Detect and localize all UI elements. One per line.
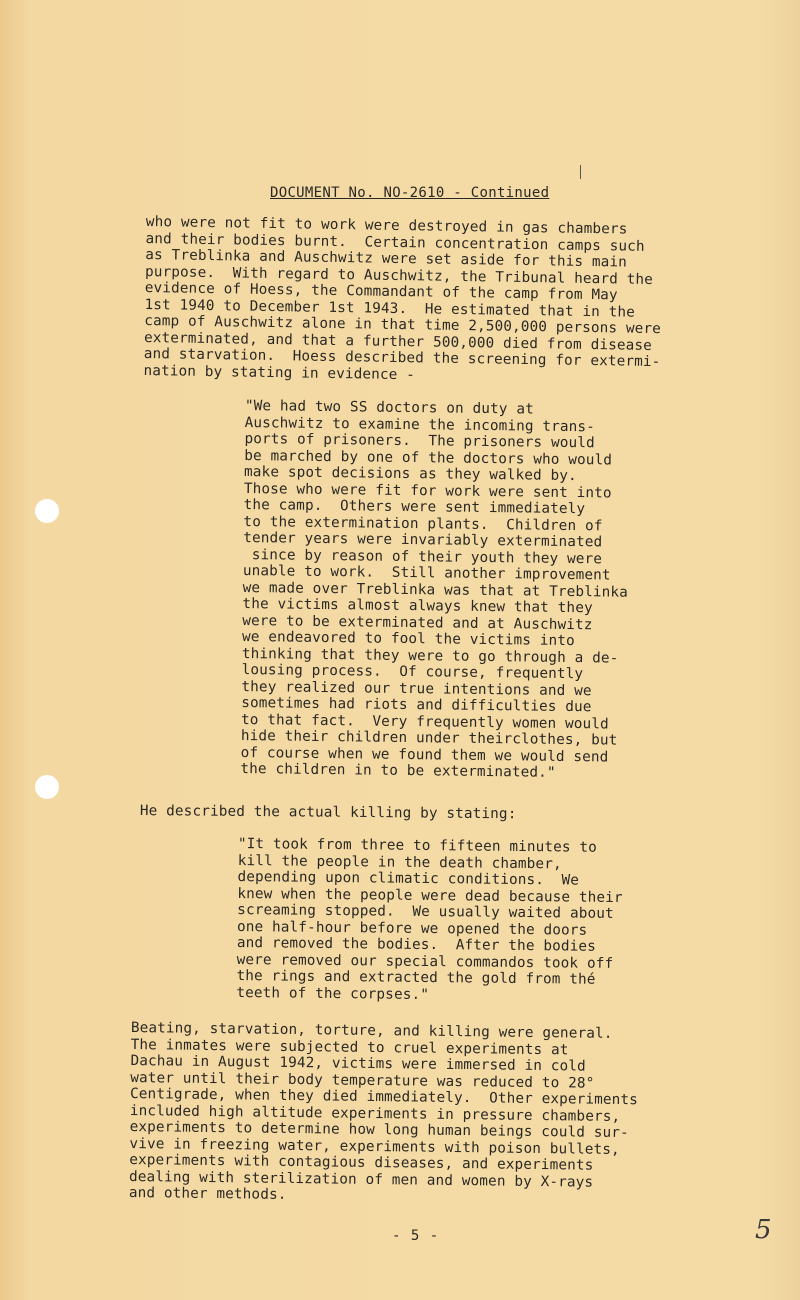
handwritten-page-mark: 5: [755, 1215, 772, 1245]
page-number: - 5 -: [392, 1228, 440, 1244]
paragraph-opening: who were not fit to work were destroyed in gas chambers and their bodies burnt. Certain concentration camps such as Treblinka and Auschwitz were set aside for this main purpose. With regard to Auschwitz, the Tribunal heard the evidence of Hoess, the Commandant of the camp from May 1st 1940 to December 1st 1943. He estimated that in the camp of Auschwitz alone in that time 2,500,000 persons were exterminated, and that a further 500,000 died from disease and starvation. Hoess described the screening for extermi- nation by stating in evidence -: [143, 214, 662, 383]
punch-hole-upper: [35, 499, 59, 523]
quotation-screening: "We had two SS doctors on duty at Auschwitz to examine the incoming trans- ports of prisoners. The prisoners would be marched by one of the doctors who would make spot decisions as they walked by. Those who were fit for work were sent into the camp. Others were sent immediately to the extermination plants. Children of tender years were invariably exterminated since by reason of their youth they were unable to work. Still another improvement we made over Treblinka was that at Treblinka the victims almost always knew that they were to be exterminated and at Auschwitz we endeavored to fool the victims into thinking that they were to go through a de- lousing process. Of course, frequently they realized our true intentions and we sometimes had riots and difficulties due to that fact. Very frequently women would hide their children under theirclothes, but of course when we found them we would send the children in to be exterminated.": [240, 398, 629, 781]
pencil-tick-mark: [580, 165, 581, 179]
paragraph-killing-intro: He described the actual killing by stating:: [139, 803, 517, 823]
punch-hole-lower: [35, 775, 59, 799]
paragraph-experiments: Beating, starvation, torture, and killing were general. The inmates were subjected to cruel experiments at Dachau in August 1942, victims were immersed in cold water until their body temperature was reduced to 28° Centigrade, when they died immediately. Other experiments included high altitude experiments in pressure chambers, experiments to determine how long human beings could sur- vive in freezing water, experiments with poison bullets, experiments with contagious diseases, and experiments dealing with sterilization of men and women by X-rays and other methods.: [128, 1020, 639, 1203]
document-title: DOCUMENT No. NO-2610 - Continued: [270, 185, 550, 201]
quotation-killing: "It took from three to fifteen minutes to kill the people in the death chamber, depending upon climatic conditions. We knew when the people were dead because their screaming stopped. We usually waited about one half-hour before we opened the doors and removed the bodies. After the bodies were removed our special commandos took off the rings and extracted the gold from thé teeth of the corpses.": [236, 836, 623, 1003]
